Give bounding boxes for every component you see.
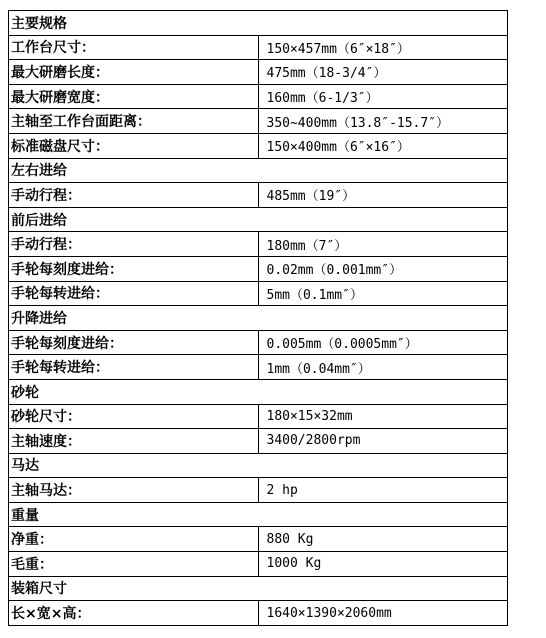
spec-value: 5mm（0.1mm″）	[258, 281, 508, 306]
section-title: 左右进给	[9, 158, 508, 183]
section-header-row	[9, 158, 508, 183]
spec-table	[8, 10, 508, 626]
section-title: 升降进给	[9, 306, 508, 331]
spec-label: 手轮每刻度进给：	[9, 330, 259, 355]
section-header-row	[9, 453, 508, 478]
spec-label: 主轴速度：	[9, 429, 259, 454]
spec-label: 手轮每转进给：	[9, 355, 259, 380]
section-title: 重量	[9, 502, 508, 527]
spec-value: 160mm（6-1/3″）	[258, 84, 508, 109]
spec-value: 180mm（7″）	[258, 232, 508, 257]
spec-row	[9, 330, 508, 355]
spec-value: 475mm（18-3/4″）	[258, 60, 508, 85]
spec-label: 主轴至工作台面距离：	[9, 109, 259, 134]
spec-value: 150×400mm（6″×16″）	[258, 133, 508, 158]
spec-row	[9, 281, 508, 306]
spec-value: 2 hp	[258, 478, 508, 503]
spec-value: 1640×1390×2060mm	[258, 601, 508, 626]
spec-label: 标准磁盘尺寸：	[9, 133, 259, 158]
spec-label: 手动行程：	[9, 232, 259, 257]
section-header-row	[9, 11, 508, 36]
spec-row	[9, 527, 508, 552]
spec-row	[9, 355, 508, 380]
spec-row	[9, 183, 508, 208]
spec-value: 0.02mm（0.001mm″）	[258, 256, 508, 281]
spec-value: 485mm（19″）	[258, 183, 508, 208]
spec-row	[9, 232, 508, 257]
spec-label: 毛重：	[9, 552, 259, 577]
section-title: 装箱尺寸	[9, 576, 508, 601]
spec-row	[9, 404, 508, 429]
spec-label: 长×宽×高：	[9, 601, 259, 626]
spec-value: 1mm（0.04mm″）	[258, 355, 508, 380]
spec-row	[9, 478, 508, 503]
section-title: 马达	[9, 453, 508, 478]
spec-row	[9, 35, 508, 60]
section-title: 前后进给	[9, 207, 508, 232]
spec-label: 净重：	[9, 527, 259, 552]
spec-table-body	[9, 11, 508, 626]
section-header-row	[9, 306, 508, 331]
spec-value: 350~400mm（13.8″-15.7″）	[258, 109, 508, 134]
spec-row	[9, 133, 508, 158]
spec-row	[9, 84, 508, 109]
section-title: 主要规格	[9, 11, 508, 36]
spec-value: 1000 Kg	[258, 552, 508, 577]
spec-label: 工作台尺寸：	[9, 35, 259, 60]
spec-value: 150×457mm（6″×18″）	[258, 35, 508, 60]
spec-row	[9, 429, 508, 454]
section-title: 砂轮	[9, 379, 508, 404]
spec-label: 手轮每转进给：	[9, 281, 259, 306]
section-header-row	[9, 207, 508, 232]
spec-label: 手动行程：	[9, 183, 259, 208]
section-header-row	[9, 576, 508, 601]
spec-label: 主轴马达：	[9, 478, 259, 503]
spec-label: 砂轮尺寸：	[9, 404, 259, 429]
spec-row	[9, 552, 508, 577]
spec-label: 最大研磨宽度：	[9, 84, 259, 109]
spec-value: 3400/2800rpm	[258, 429, 508, 454]
section-header-row	[9, 379, 508, 404]
spec-row	[9, 256, 508, 281]
spec-row	[9, 601, 508, 626]
spec-label: 最大研磨长度：	[9, 60, 259, 85]
spec-row	[9, 109, 508, 134]
section-header-row	[9, 502, 508, 527]
spec-value: 180×15×32mm	[258, 404, 508, 429]
spec-row	[9, 60, 508, 85]
spec-value: 0.005mm（0.0005mm″）	[258, 330, 508, 355]
spec-value: 880 Kg	[258, 527, 508, 552]
spec-label: 手轮每刻度进给：	[9, 256, 259, 281]
